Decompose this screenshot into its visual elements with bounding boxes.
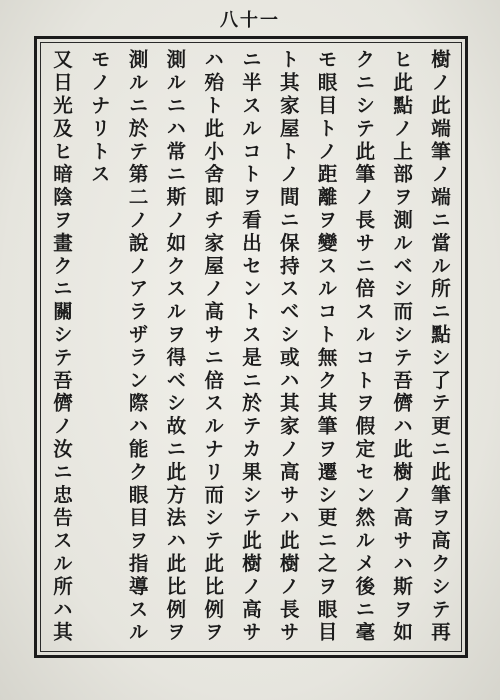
text-frame bbox=[34, 36, 468, 658]
vertical-text-block bbox=[43, 49, 457, 645]
page-number: 八十一 bbox=[220, 10, 280, 31]
text-column-2: ヒ此點ノ上部ヲ測ルベシ而シテ吾儕ハ此樹ノ高サハ斯ヲ如 bbox=[390, 49, 414, 645]
text-column-3: クニシテ此筆ノ長サニ倍スルコトヲ假定セン然ルメ後ニ毫 bbox=[352, 49, 376, 645]
text-column-6: ニ半スルコトヲ看出セントス是ニ於テカ果シテ此樹ノ高サ bbox=[238, 49, 262, 645]
text-column-5: ト其家屋トノ間ニ保持スベシ或ハ其家ノ高サハ此樹ノ長サ bbox=[276, 49, 300, 645]
text-column-4: モ眼目トノ距離ヲ變スルコト無ク其筆ヲ遷シ更ニ之ヲ眼目 bbox=[314, 49, 338, 645]
text-column-8: 測ルニハ常ニ斯ノ如クスルヲ得ベシ故ニ此方法ハ此比例ヲ bbox=[163, 49, 187, 645]
text-column-7: ハ殆ト此小舍即チ家屋ノ高サニ倍スルナリ而シテ此比例ヲ bbox=[201, 49, 225, 645]
text-column-10: モノナリトス bbox=[87, 49, 111, 187]
text-column-9: 測ルニ於テ第二ノ說ノアラザラン際ハ能ク眼目ヲ指導スル bbox=[125, 49, 149, 645]
text-column-11: 又日光及ヒ暗陰ヲ畫クニ關シテ吾儕ノ汝ニ忠告スル所ハ其 bbox=[50, 49, 73, 645]
text-column-1: 樹ノ此端筆ノ端ニ當ル所ニ點シ了テ更ニ此筆ヲ高クシテ再 bbox=[427, 49, 451, 645]
